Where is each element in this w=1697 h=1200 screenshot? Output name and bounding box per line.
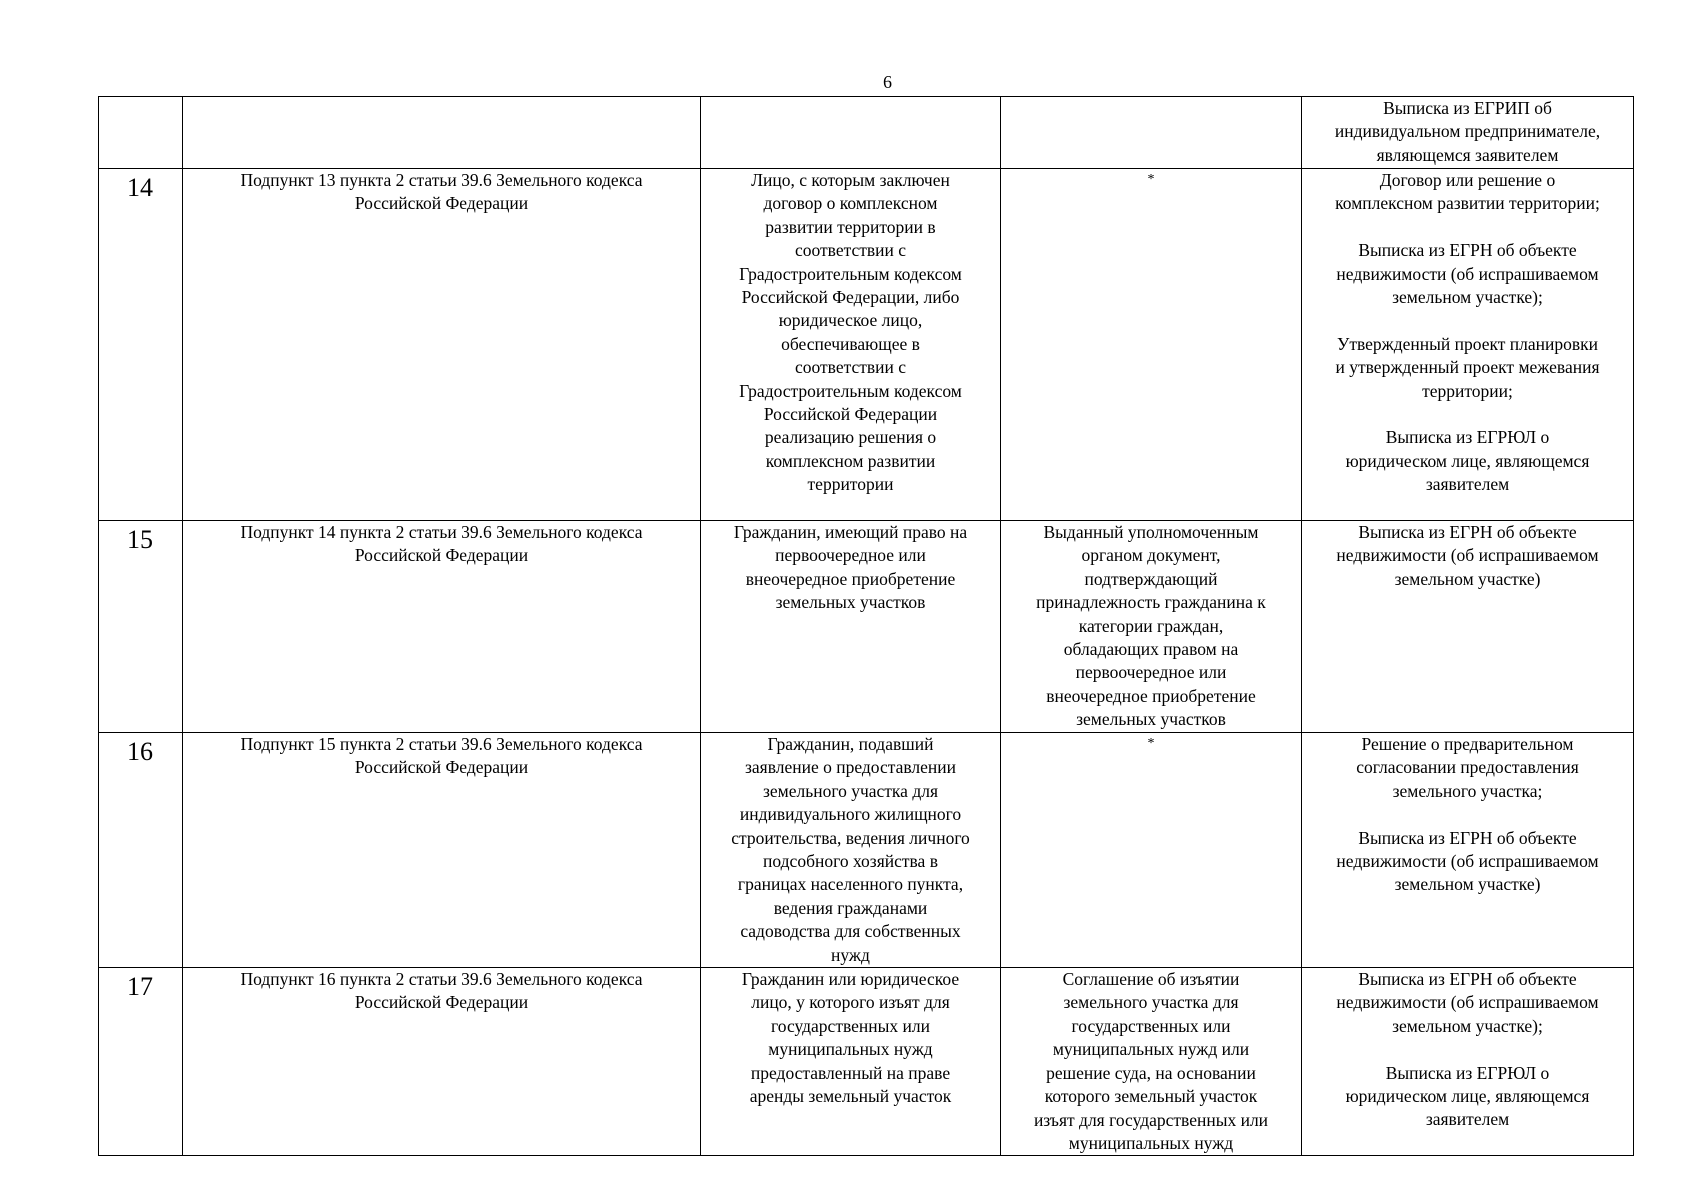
registry-extracts-cell: [1302, 97, 1634, 169]
cell-line: Подпункт 14 пункта 2 статьи 39.6 Земельного кодекса: [240, 522, 643, 542]
table-row: [99, 169, 1634, 521]
paragraph-gap: [1307, 803, 1628, 826]
cell-line: заявление о предоставлении: [744, 757, 957, 778]
cell-line: внеочередное приобретение: [745, 568, 956, 589]
land-documents-table: [98, 96, 1634, 1156]
cell-line: подтверждающий: [1084, 568, 1218, 589]
supporting-document-cell: [1001, 521, 1302, 733]
cell-line: земельном участке): [1394, 568, 1541, 589]
paragraph-gap: [1307, 1038, 1628, 1061]
cell-line: юридическом лице, являющемся: [1345, 1086, 1590, 1107]
row-number: 14: [99, 169, 183, 521]
applicant-cell: [701, 169, 1001, 521]
cell-line: *: [1147, 172, 1155, 187]
cell-line: недвижимости (об испрашиваемом: [1336, 263, 1599, 284]
cell-line: индивидуального жилищного: [739, 804, 962, 825]
cell-line: земельного участка;: [1392, 780, 1543, 801]
cell-line: Российской Федерации, либо: [741, 287, 960, 308]
cell-line: Выписка из ЕГРЮЛ о: [1385, 427, 1550, 448]
registry-extracts-cell: [1302, 968, 1634, 1156]
cell-line: строительства, ведения личного: [731, 827, 970, 848]
cell-line: муниципальных нужд или: [1052, 1039, 1250, 1060]
table-row: [99, 97, 1634, 169]
legal-basis-cell: [183, 97, 701, 169]
cell-line: и утвержденный проект межевания: [1335, 357, 1600, 378]
table-row: [99, 968, 1634, 1156]
row-number: 15: [99, 521, 183, 733]
supporting-document-cell: [1001, 968, 1302, 1156]
cell-line: комплексном развитии территории;: [1335, 193, 1600, 214]
applicant-cell: [701, 97, 1001, 169]
cell-line: Гражданин или юридическое: [741, 969, 960, 990]
cell-line: государственных или: [1071, 1015, 1231, 1036]
cell-line: государственных или: [771, 1015, 930, 1036]
cell-line: Российской Федерации: [354, 193, 529, 214]
cell-line: земельного участка для: [762, 780, 939, 801]
cell-line: юридическом лице, являющемся: [1345, 450, 1590, 471]
cell-line: принадлежность гражданина к: [1036, 592, 1266, 613]
cell-line: лицо, у которого изъят для: [751, 992, 950, 1013]
cell-line: муниципальных нужд: [1068, 1132, 1234, 1153]
cell-line: соответствии с: [794, 240, 907, 261]
registry-extracts-cell: [1302, 521, 1634, 733]
cell-line: развитии территории в: [765, 216, 936, 237]
cell-line: земельных участков: [775, 592, 926, 613]
legal-basis-cell: [183, 968, 701, 1156]
cell-line: нужд: [831, 944, 870, 965]
cell-line: заявителем: [1425, 474, 1510, 495]
cell-line: земельных участков: [1076, 709, 1226, 730]
cell-line: Подпункт 15 пункта 2 статьи 39.6 Земельного кодекса: [240, 734, 643, 754]
cell-line: реализацию решения о: [764, 427, 937, 448]
cell-line: заявителем: [1425, 1109, 1510, 1130]
cell-line: Выписка из ЕГРН об объекте: [1358, 522, 1577, 542]
cell-line: юридическое лицо,: [778, 310, 923, 331]
cell-line: *: [1147, 736, 1155, 751]
legal-basis-cell: [183, 169, 701, 521]
cell-line: Выданный уполномоченным: [1043, 522, 1259, 542]
cell-line: комплексном развитии: [765, 450, 936, 471]
applicant-cell: [701, 968, 1001, 1156]
cell-line: аренды земельный участок: [749, 1086, 952, 1107]
cell-line: договор о комплексном: [763, 193, 938, 214]
cell-line: Соглашение об изъятии: [1062, 969, 1240, 990]
registry-extracts-cell: [1302, 733, 1634, 968]
cell-line: недвижимости (об испрашиваемом: [1336, 851, 1599, 872]
cell-line: Выписка из ЕГРЮЛ о: [1385, 1062, 1550, 1083]
page-number: 6: [883, 72, 892, 92]
cell-line: Градостроительным кодексом: [739, 380, 962, 401]
cell-line: земельном участке);: [1392, 1015, 1543, 1036]
cell-line: обеспечивающее в: [781, 333, 920, 354]
cell-line: недвижимости (об испрашиваемом: [1336, 992, 1599, 1013]
cell-line: Решение о предварительном: [1361, 734, 1574, 754]
cell-line: Российской Федерации: [354, 992, 529, 1013]
cell-line: решение суда, на основании: [1046, 1062, 1256, 1083]
cell-line: Выписка из ЕГРН об объекте: [1358, 969, 1577, 990]
cell-line: индивидуальном предпринимателе,: [1334, 121, 1601, 142]
registry-extracts-cell: [1302, 169, 1634, 521]
cell-line: соответствии с: [794, 357, 907, 378]
cell-line: обладающих правом на: [1063, 639, 1239, 660]
cell-line: изъят для государственных или: [1033, 1109, 1269, 1130]
supporting-document-cell: [1001, 97, 1302, 169]
cell-line: Выписка из ЕГРН об объекте: [1358, 240, 1577, 261]
cell-line: садоводства для собственных: [740, 921, 961, 942]
cell-line: территории: [807, 474, 894, 495]
cell-line: Градостроительным кодексом: [739, 263, 962, 284]
applicant-cell: [701, 521, 1001, 733]
paragraph-gap: [1307, 216, 1628, 239]
cell-line: подсобного хозяйства в: [763, 851, 938, 872]
table-row: [99, 521, 1634, 733]
legal-basis-cell: [183, 521, 701, 733]
cell-line: Гражданин, подавший: [767, 734, 934, 754]
cell-line: которого земельный участок: [1044, 1086, 1258, 1107]
cell-line: ведения гражданами: [773, 897, 928, 918]
cell-line: границах населенного пункта,: [737, 874, 964, 895]
table-row: [99, 733, 1634, 968]
row-number: 16: [99, 733, 183, 968]
cell-line: предоставленный на праве: [750, 1062, 951, 1083]
cell-line: недвижимости (об испрашиваемом: [1336, 545, 1599, 566]
supporting-document-cell: [1001, 169, 1302, 521]
row-number: [99, 97, 183, 169]
cell-line: согласовании предоставления: [1356, 757, 1579, 778]
cell-line: земельном участке);: [1392, 287, 1543, 308]
row-number: 17: [99, 968, 183, 1156]
cell-line: земельного участка для: [1063, 992, 1239, 1013]
cell-line: Выписка из ЕГРИП об: [1383, 98, 1552, 118]
cell-line: территории;: [1422, 380, 1513, 401]
cell-line: Российской Федерации: [354, 757, 529, 778]
cell-line: Гражданин, имеющий право на: [733, 522, 968, 542]
cell-line: муниципальных нужд: [768, 1039, 933, 1060]
cell-line: Лицо, с которым заключен: [751, 170, 950, 190]
legal-basis-cell: [183, 733, 701, 968]
cell-line: Выписка из ЕГРН об объекте: [1358, 827, 1577, 848]
supporting-document-cell: [1001, 733, 1302, 968]
cell-line: являющемся заявителем: [1376, 144, 1559, 165]
paragraph-gap: [1307, 403, 1628, 426]
cell-line: категории граждан,: [1078, 615, 1224, 636]
cell-line: Договор или решение о: [1379, 170, 1556, 190]
cell-line: первоочередное или: [775, 545, 926, 566]
applicant-cell: [701, 733, 1001, 968]
table-body: [99, 97, 1634, 1156]
cell-line: внеочередное приобретение: [1046, 685, 1256, 706]
cell-line: Подпункт 13 пункта 2 статьи 39.6 Земельного кодекса: [240, 170, 643, 190]
cell-line: Российской Федерации: [763, 404, 938, 425]
cell-line: органом документ,: [1081, 545, 1221, 566]
cell-line: первоочередное или: [1075, 662, 1227, 683]
cell-line: земельном участке): [1394, 874, 1541, 895]
cell-line: Подпункт 16 пункта 2 статьи 39.6 Земельного кодекса: [240, 969, 643, 990]
cell-line: Утвержденный проект планировки: [1336, 333, 1599, 354]
paragraph-gap: [1307, 309, 1628, 332]
cell-line: Российской Федерации: [354, 545, 529, 566]
